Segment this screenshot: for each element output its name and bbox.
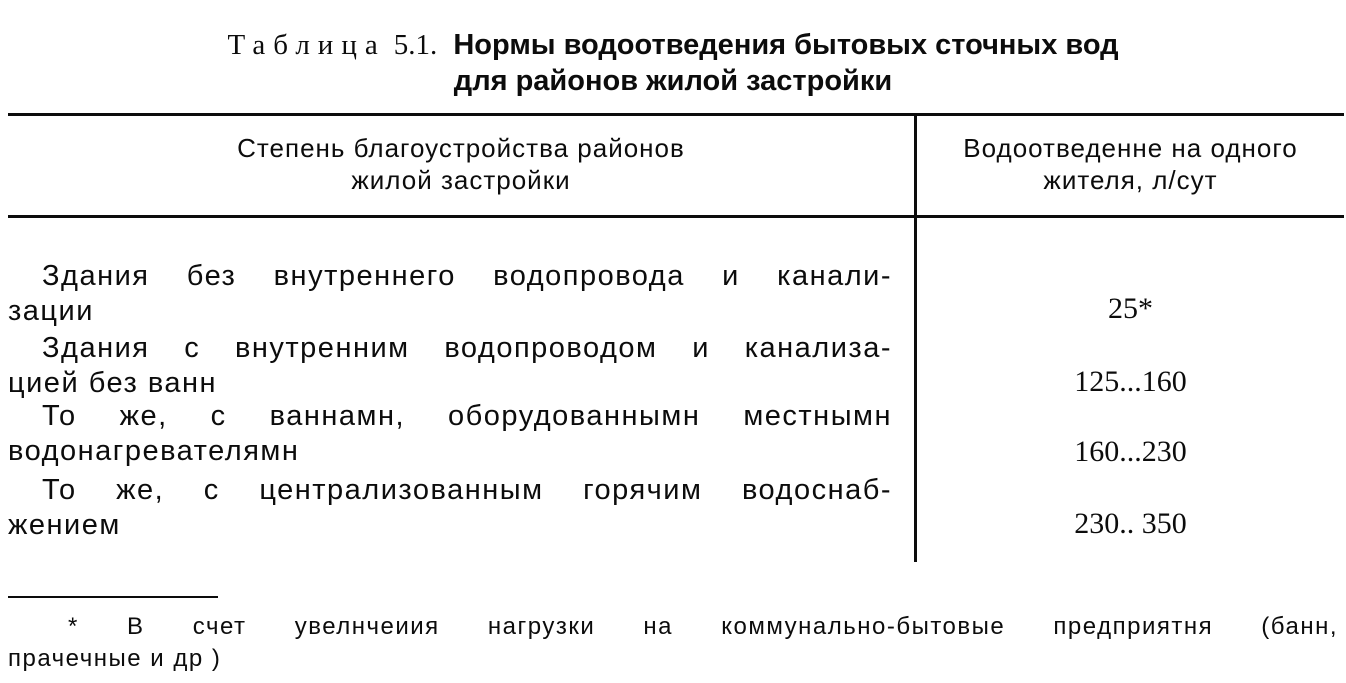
- header-cell-drainage-norm: [917, 132, 1344, 196]
- row-label-line: Здания без внутреннего водопровода и канали-: [42, 260, 892, 292]
- table-row-label: [8, 259, 892, 329]
- footnote-separator: [8, 596, 218, 598]
- header-cell-improvement-degree: [8, 132, 914, 196]
- footnote-line: * В счет увелнчеиия нагрузки на коммунально-бытовые предприятня (банн,: [68, 613, 1338, 640]
- row-label-line: жением: [8, 509, 121, 541]
- table-row-label: [8, 399, 892, 469]
- caption-title-line-2: для районов жилой застройки: [453, 65, 893, 97]
- caption-number: 5.1.: [393, 29, 438, 61]
- row-label-line: цией без ванн: [8, 367, 218, 399]
- row-label-line: водонагревателямн: [8, 435, 300, 467]
- header-line: жилой застройки: [351, 165, 571, 195]
- row-label-line: зации: [8, 295, 94, 327]
- caption-title-line-1: Нормы водоотведения бытовых сточных вод: [453, 29, 1119, 61]
- table-row-label: [8, 473, 892, 543]
- table-row-value: 125...160: [1074, 365, 1187, 398]
- header-line: жителя, л/сут: [1043, 165, 1218, 195]
- row-label-line: То же, с централизованным горячим водоснаб-: [42, 474, 892, 506]
- header-line: Степень благоустройства районов: [237, 133, 685, 163]
- table-top-rule: [8, 113, 1344, 116]
- caption-line-1: [0, 28, 1346, 62]
- table-header-rule: [8, 215, 1344, 218]
- footnote: [8, 611, 1338, 675]
- table-row-label: [8, 331, 892, 401]
- row-label-line: То же, с ваннамн, оборудованнымн местнымн: [42, 400, 892, 432]
- table-row-value: 230.. 350: [1074, 507, 1187, 540]
- table-row-value: 25*: [1108, 292, 1153, 325]
- caption-line-2: [0, 64, 1346, 98]
- caption-label: Таблица: [227, 29, 386, 61]
- row-label-line: Здания с внутренним водопроводом и канализа-: [42, 332, 892, 364]
- header-line: Водоотведенне на одного: [963, 133, 1298, 163]
- footnote-line: прачечные и др ): [8, 645, 222, 672]
- table-row-value: 160...230: [1074, 435, 1187, 468]
